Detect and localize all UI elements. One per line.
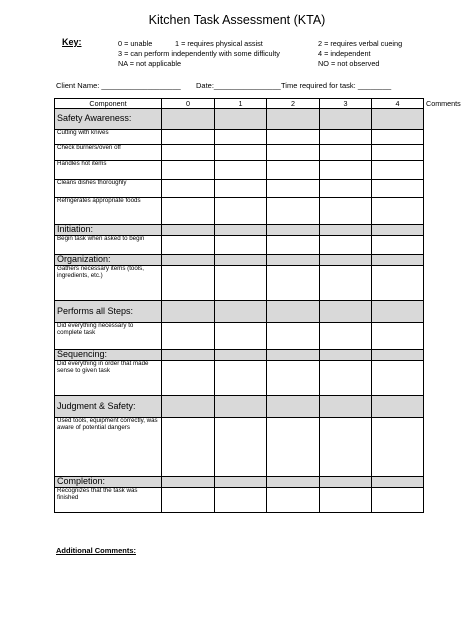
score-cell-3[interactable] (320, 180, 372, 198)
section-cell (320, 477, 372, 488)
score-cell-0[interactable] (162, 266, 215, 301)
score-cell-0[interactable] (162, 236, 215, 255)
section-cell (162, 301, 215, 323)
score-cell-3[interactable] (320, 488, 372, 513)
score-cell-2[interactable] (267, 488, 320, 513)
key-item-unable: 0 = unable (118, 39, 153, 48)
score-cell-3[interactable] (320, 361, 372, 396)
section-cell (320, 225, 372, 236)
assessment-table (54, 98, 461, 513)
score-cell-3[interactable] (320, 323, 372, 350)
client-name-field[interactable]: Client Name: ___________________ (56, 81, 181, 90)
score-cell-3[interactable] (320, 266, 372, 301)
section-label: Sequencing: (55, 350, 162, 361)
section-row (55, 396, 424, 418)
section-cell (162, 109, 215, 130)
score-cell-4[interactable] (372, 145, 424, 161)
section-cell (215, 255, 267, 266)
table-row (55, 180, 424, 198)
score-cell-3[interactable] (320, 130, 372, 145)
section-label: Initiation: (55, 225, 162, 236)
section-cell (162, 225, 215, 236)
section-label: Judgment & Safety: (55, 396, 162, 418)
score-cell-4[interactable] (372, 488, 424, 513)
score-cell-0[interactable] (162, 361, 215, 396)
section-row (55, 109, 424, 130)
section-cell (372, 255, 424, 266)
time-required-field[interactable]: Time required for task: ________ (281, 81, 392, 90)
section-cell (372, 396, 424, 418)
score-cell-1[interactable] (215, 418, 267, 477)
score-cell-1[interactable] (215, 323, 267, 350)
section-cell (267, 350, 320, 361)
score-cell-0[interactable] (162, 418, 215, 477)
section-cell (215, 225, 267, 236)
table-row (55, 198, 424, 225)
table-row (55, 236, 424, 255)
score-cell-4[interactable] (372, 198, 424, 225)
section-cell (372, 225, 424, 236)
table-row (55, 361, 424, 396)
score-cell-4[interactable] (372, 130, 424, 145)
score-cell-1[interactable] (215, 145, 267, 161)
section-cell (320, 396, 372, 418)
section-cell (215, 109, 267, 130)
key-item-not-applicable: NA = not applicable (118, 59, 182, 68)
task-label: Check burners/oven off (55, 145, 162, 161)
score-cell-1[interactable] (215, 236, 267, 255)
section-cell (215, 350, 267, 361)
score-cell-4[interactable] (372, 361, 424, 396)
key-item-some-difficulty: 3 = can perform independently with some difficulty (118, 49, 280, 58)
task-label: Recognizes that the task was finished (55, 488, 162, 513)
section-cell (267, 255, 320, 266)
section-cell (267, 301, 320, 323)
task-label: Cutting with knives (55, 130, 162, 145)
task-label: Refrigerates appropriate foods (55, 198, 162, 225)
score-cell-0[interactable] (162, 488, 215, 513)
section-cell (267, 109, 320, 130)
section-cell (372, 350, 424, 361)
section-cell (372, 477, 424, 488)
score-cell-0[interactable] (162, 130, 215, 145)
score-cell-1[interactable] (215, 180, 267, 198)
score-cell-1[interactable] (215, 198, 267, 225)
section-row (55, 301, 424, 323)
header-score-3: 3 (320, 99, 372, 109)
task-label: Used tools, equipment correctly, was aware of potential dangers (55, 418, 162, 477)
score-cell-2[interactable] (267, 418, 320, 477)
score-cell-4[interactable] (372, 161, 424, 180)
section-cell (320, 301, 372, 323)
section-label: Safety Awareness: (55, 109, 162, 130)
score-cell-2[interactable] (267, 161, 320, 180)
section-row (55, 225, 424, 236)
date-field[interactable]: Date:________________ (196, 81, 281, 90)
section-cell (267, 225, 320, 236)
score-cell-4[interactable] (372, 236, 424, 255)
score-cell-3[interactable] (320, 145, 372, 161)
section-label: Completion: (55, 477, 162, 488)
score-cell-2[interactable] (267, 145, 320, 161)
section-cell (267, 477, 320, 488)
score-cell-1[interactable] (215, 361, 267, 396)
section-cell (320, 109, 372, 130)
section-cell (372, 301, 424, 323)
header-score-0: 0 (162, 99, 215, 109)
score-cell-1[interactable] (215, 266, 267, 301)
score-cell-3[interactable] (320, 161, 372, 180)
score-cell-4[interactable] (372, 323, 424, 350)
assessment-table-body (55, 109, 424, 513)
score-cell-2[interactable] (267, 323, 320, 350)
score-cell-2[interactable] (267, 236, 320, 255)
score-cell-4[interactable] (372, 266, 424, 301)
key-item-physical-assist: 1 = requires physical assist (175, 39, 263, 48)
score-cell-3[interactable] (320, 418, 372, 477)
score-cell-0[interactable] (162, 180, 215, 198)
key-item-not-observed: NO = not observed (318, 59, 380, 68)
key-item-verbal-cueing: 2 = requires verbal cueing (318, 39, 403, 48)
task-label: Did everything necessary to complete task (55, 323, 162, 350)
section-row (55, 477, 424, 488)
score-cell-2[interactable] (267, 130, 320, 145)
task-label: Did everything in order that made sense to given task (55, 361, 162, 396)
score-cell-2[interactable] (267, 180, 320, 198)
score-cell-3[interactable] (320, 236, 372, 255)
section-row (55, 255, 424, 266)
score-cell-1[interactable] (215, 130, 267, 145)
table-row (55, 161, 424, 180)
section-cell (267, 396, 320, 418)
score-cell-2[interactable] (267, 266, 320, 301)
score-cell-2[interactable] (267, 198, 320, 225)
score-cell-3[interactable] (320, 198, 372, 225)
score-cell-0[interactable] (162, 161, 215, 180)
table-row (55, 488, 424, 513)
section-cell (215, 477, 267, 488)
score-cell-4[interactable] (372, 418, 424, 477)
task-label: Begin task when asked to begin (55, 236, 162, 255)
section-cell (320, 350, 372, 361)
header-score-2: 2 (267, 99, 320, 109)
page-title: Kitchen Task Assessment (KTA) (148, 13, 326, 27)
section-cell (162, 350, 215, 361)
table-row (55, 323, 424, 350)
table-row (55, 266, 424, 301)
header-score-1: 1 (215, 99, 267, 109)
section-cell (162, 255, 215, 266)
score-cell-2[interactable] (267, 361, 320, 396)
section-cell (162, 477, 215, 488)
key-item-independent: 4 = independent (318, 49, 371, 58)
section-cell (372, 109, 424, 130)
score-cell-0[interactable] (162, 145, 215, 161)
table-row (55, 130, 424, 145)
score-cell-1[interactable] (215, 161, 267, 180)
section-cell (162, 396, 215, 418)
section-cell (320, 255, 372, 266)
header-component: Component (55, 99, 162, 109)
section-cell (215, 396, 267, 418)
table-row (55, 418, 424, 477)
key-label: Key: (62, 37, 82, 47)
table-row (55, 145, 424, 161)
section-label: Organization: (55, 255, 162, 266)
task-label: Gathers necessary items (tools, ingredients, etc.) (55, 266, 162, 301)
section-label: Performs all Steps: (55, 301, 162, 323)
section-cell (215, 301, 267, 323)
score-cell-0[interactable] (162, 198, 215, 225)
section-row (55, 350, 424, 361)
score-cell-1[interactable] (215, 488, 267, 513)
table-header-row: Component 0 1 2 3 4 Comments (55, 99, 424, 109)
task-label: Cleans dishes thoroughly (55, 180, 162, 198)
additional-comments-label: Additional Comments: (56, 546, 136, 555)
score-cell-0[interactable] (162, 323, 215, 350)
score-cell-4[interactable] (372, 180, 424, 198)
task-label: Handles hot items (55, 161, 162, 180)
header-score-4: 4 (372, 99, 424, 109)
